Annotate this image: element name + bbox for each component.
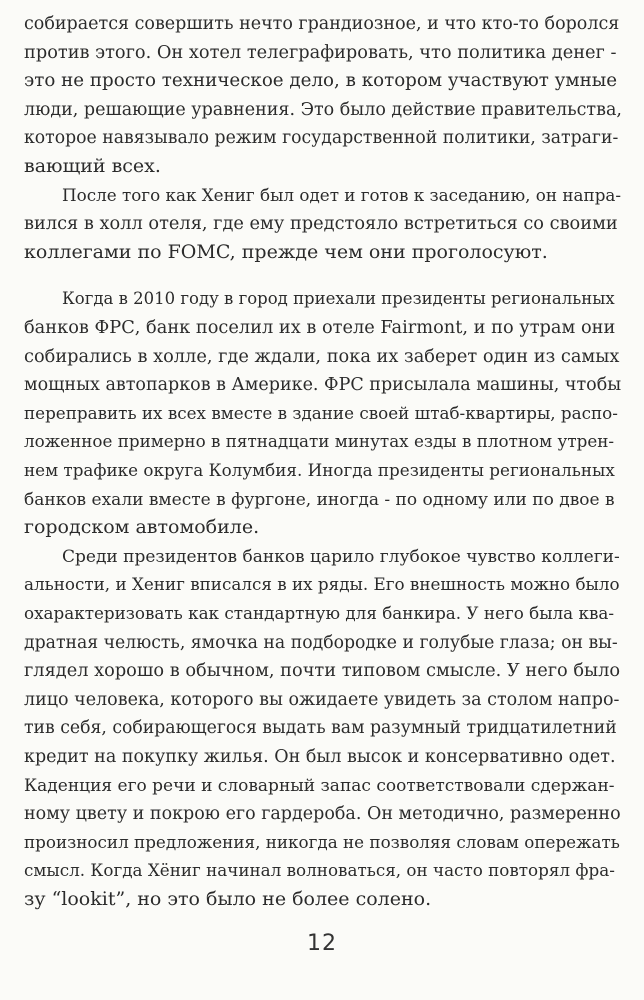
- text-line-content: охарактеризовать как стандартную для банкира. У него была ква-: [24, 603, 615, 623]
- text-line: [0, 545, 644, 567]
- text-line-content: кредит на покупку жилья. Он был высок и консервативно одет.: [24, 747, 616, 767]
- text-line-content: нем трафике округа Колумбия. Иногда президенты региональных: [24, 460, 615, 480]
- text-line-content: Каденция его речи и словарный запас соответствовали сдержан-: [24, 776, 615, 796]
- text-line-content: смысл. Когда Хёниг начинал волноваться, он часто повторял фра-: [24, 860, 615, 880]
- text-line-content: Когда в 2010 году в город приехали президенты региональных: [62, 289, 615, 308]
- text-line-content: люди, решающие уравнения. Это было действие правительства,: [24, 100, 622, 120]
- text-line: [0, 774, 644, 796]
- text-line: [0, 126, 644, 148]
- text-line-content: городском автомобиле.: [24, 516, 260, 538]
- text-line: [0, 859, 644, 881]
- text-line: [0, 345, 644, 367]
- text-line-content: вился в холл отеля, где ему предстояло встретиться со своими: [24, 214, 618, 234]
- text-line: [0, 241, 644, 263]
- text-line-content: произносил предложения, никогда не позволяя словам опережать: [24, 832, 620, 852]
- text-line-content: дратная челюсть, ямочка на подбородке и голубые глаза; он вы-: [24, 633, 618, 653]
- text-line: [0, 488, 644, 510]
- page-number: 12: [307, 931, 337, 956]
- text-line: [0, 212, 644, 234]
- text-line-content: ному цвету и покрою его гардероба. Он методично, размеренно: [24, 804, 621, 824]
- text-line: [0, 41, 644, 63]
- text-line-content: лицо человека, которого вы ожидаете увидеть за столом напро-: [24, 690, 620, 710]
- text-line: [0, 373, 644, 395]
- text-line-content: вающий всех.: [24, 155, 161, 177]
- text-line: [0, 316, 644, 338]
- text-line-content: это не просто техническое дело, в котором участвуют умные: [24, 70, 618, 91]
- text-line-content: тив себя, собирающегося выдать вам разумный тридцатилетний: [24, 718, 617, 738]
- text-line: [0, 602, 644, 624]
- text-line: [0, 69, 644, 91]
- text-line: [0, 516, 644, 538]
- text-line: [0, 573, 644, 595]
- text-line: [0, 688, 644, 710]
- text-line: [0, 831, 644, 853]
- text-line: [0, 802, 644, 824]
- text-line-content: банков ФРС, банк поселил их в отеле Fairmont, и по утрам они: [24, 318, 616, 338]
- text-line: [0, 459, 644, 481]
- text-line-content: ложенное примерно в пятнадцати минутах езды в плотном утрен-: [24, 431, 615, 451]
- text-line-content: мощных автопарков в Америке. ФРС присылала машины, чтобы: [24, 375, 622, 395]
- text-line: [0, 287, 644, 309]
- text-line: [0, 155, 644, 177]
- text-line-content: против этого. Он хотел телеграфировать, что политика денег -: [24, 43, 617, 63]
- text-line-content: альности, и Хениг вписался в их ряды. Его внешность можно было: [24, 574, 620, 594]
- text-line-content: банков ехали вместе в фургоне, иногда - по одному или по двое в: [24, 490, 615, 510]
- text-line: [0, 659, 644, 681]
- text-line: [0, 716, 644, 738]
- text-line: [0, 430, 644, 452]
- text-line-content: зу “lookit”, но это было не более солено.: [24, 888, 432, 910]
- text-line: [0, 98, 644, 120]
- text-line-content: собирались в холле, где ждали, пока их заберет один из самых: [24, 347, 620, 367]
- text-line: [0, 402, 644, 424]
- text-line: [0, 631, 644, 653]
- text-line: [0, 745, 644, 767]
- text-line-content: собирается совершить нечто грандиозное, и что кто-то боролся: [24, 14, 620, 34]
- text-line-content: глядел хорошо в обычном, почти типовом смысле. У него было: [24, 661, 621, 681]
- text-line-content: Среди президентов банков царило глубокое чувство коллеги-: [62, 547, 620, 567]
- text-line: [0, 12, 644, 34]
- text-line-content: которое навязывало режим государственной политики, затраги-: [24, 128, 619, 148]
- text-line: [0, 184, 644, 206]
- text-line-content: После того как Хениг был одет и готов к заседанию, он напра-: [62, 185, 622, 205]
- text-line-content: переправить их всех вместе в здание своей штаб-квартиры, распо-: [24, 403, 618, 423]
- text-line-content: коллегами по FOMC, прежде чем они проголосуют.: [24, 241, 548, 263]
- text-line: [0, 888, 644, 910]
